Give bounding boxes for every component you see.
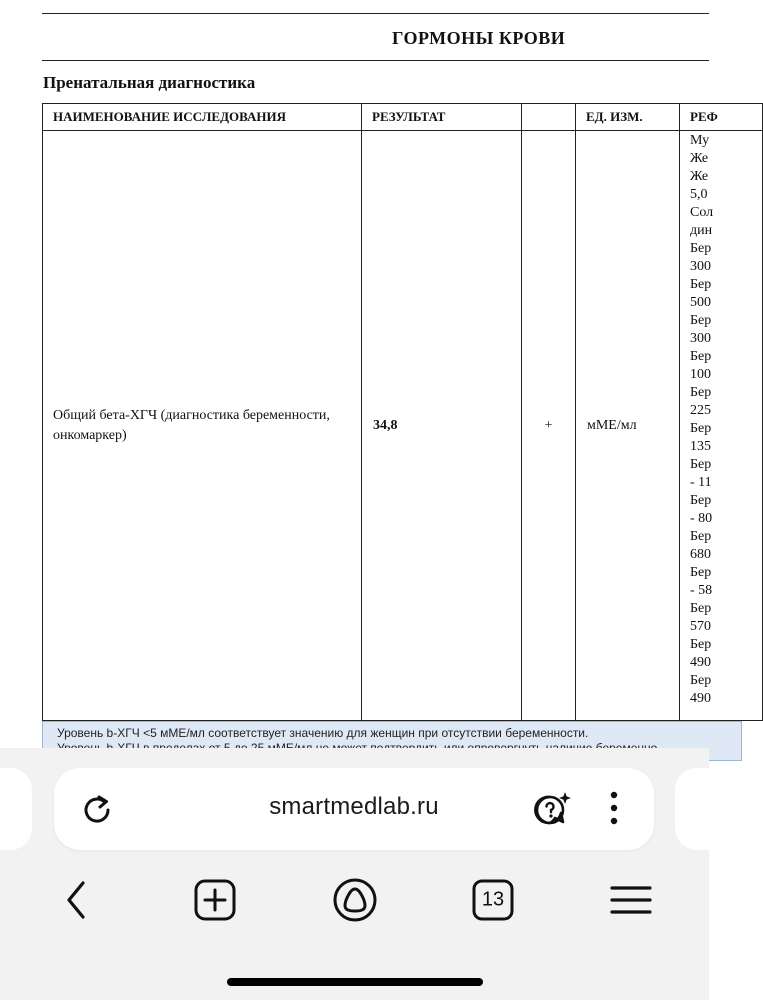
navigation-row: [0, 868, 709, 932]
reference-line: Бер: [690, 601, 712, 616]
reference-line: Бер: [690, 637, 712, 652]
header-test-name: НАИМЕНОВАНИЕ ИССЛЕДОВАНИЯ: [43, 104, 362, 131]
reference-line: 680: [690, 547, 711, 562]
reference-line: 570: [690, 619, 711, 634]
header-unit: ЕД. ИЗМ.: [576, 104, 680, 131]
table-header-row: [43, 104, 763, 131]
tabs-button[interactable]: [465, 868, 521, 932]
results-table: [42, 103, 763, 721]
result-flag: +: [522, 131, 576, 721]
more-vertical-icon[interactable]: [602, 788, 626, 832]
header-reference: РЕФ: [680, 104, 763, 131]
reference-line: Бер: [690, 673, 712, 688]
reference-cell: [680, 131, 763, 721]
reference-line: 490: [690, 691, 711, 706]
reference-line: 300: [690, 331, 711, 346]
reference-line: 135: [690, 439, 711, 454]
reference-line: 490: [690, 655, 711, 670]
reference-line: Бер: [690, 565, 712, 580]
reference-line: Бер: [690, 493, 712, 508]
header-result: РЕЗУЛЬТАТ: [362, 104, 522, 131]
home-button[interactable]: [327, 868, 383, 932]
back-button[interactable]: [48, 868, 104, 932]
reference-line: Бер: [690, 529, 712, 544]
url-text[interactable]: smartmedlab.ru: [269, 793, 439, 820]
back-arrow-icon: [61, 880, 91, 920]
unit-cell: мМЕ/мл: [576, 131, 680, 721]
table-row: [43, 131, 763, 721]
reference-line: Бер: [690, 277, 712, 292]
reference-line: Бер: [690, 241, 712, 256]
reference-lines: [690, 132, 762, 708]
ai-assistant-icon[interactable]: [530, 788, 574, 832]
alice-home-icon: [332, 877, 378, 923]
note-line: Уровень b-ХГЧ <5 мМЕ/мл соответствует значению для женщин при отсутствии беременности.: [57, 726, 589, 740]
result-value: 34,8: [362, 131, 522, 721]
reference-line: - 80: [690, 511, 713, 526]
test-name-cell: Общий бета-ХГЧ (диагностика беременности, онкомаркер): [43, 131, 362, 721]
top-divider: [42, 13, 709, 14]
address-bar[interactable]: [54, 768, 654, 850]
reference-line: 225: [690, 403, 711, 418]
reference-line: - 58: [690, 583, 713, 598]
reference-line: 500: [690, 295, 711, 310]
reference-line: Же: [690, 169, 709, 184]
home-indicator[interactable]: [227, 978, 483, 986]
section-divider: [42, 60, 709, 61]
hamburger-menu-icon: [609, 884, 653, 916]
reference-line: 100: [690, 367, 711, 382]
reference-line: Бер: [690, 457, 712, 472]
reference-line: Бер: [690, 349, 712, 364]
next-tab-card[interactable]: [675, 768, 735, 850]
reference-line: Бер: [690, 385, 712, 400]
reference-line: Же: [690, 151, 709, 166]
browser-bottom-bar: [0, 748, 709, 1000]
reference-line: 300: [690, 259, 711, 274]
reference-line: - 11: [690, 475, 712, 490]
reference-line: Бер: [690, 313, 712, 328]
reference-line: Бер: [690, 421, 712, 436]
section-title: ГОРМОНЫ КРОВИ: [392, 28, 566, 48]
reference-line: 5,0: [690, 187, 708, 202]
menu-button[interactable]: [603, 868, 659, 932]
reference-line: дин: [690, 223, 713, 238]
new-tab-button[interactable]: [187, 868, 243, 932]
reference-line: Му: [690, 133, 710, 148]
subsection-title: Пренатальная диагностика: [43, 73, 256, 92]
header-flag: [522, 104, 576, 131]
new-tab-plus-icon: [193, 878, 237, 922]
tabs-count: 13: [481, 888, 505, 911]
reference-line: Сол: [690, 205, 714, 220]
previous-tab-card[interactable]: [0, 768, 32, 850]
